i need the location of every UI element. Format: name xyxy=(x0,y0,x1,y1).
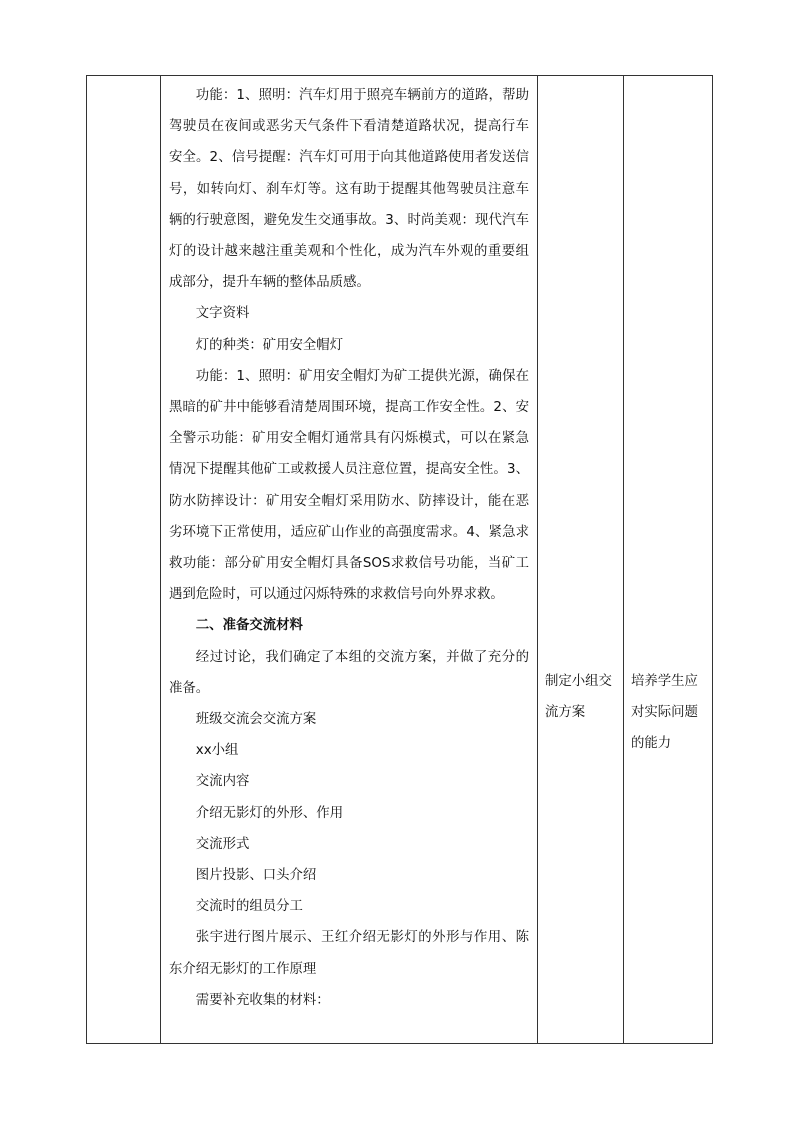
section-heading: 二、准备交流材料 xyxy=(195,618,303,634)
design-intent-cell xyxy=(624,76,713,1044)
paragraph-supplement-label: 需要补充收集的材料： xyxy=(195,992,330,1008)
paragraph-content-label: 交流内容 xyxy=(195,774,250,790)
teacher-activity-cell xyxy=(538,76,624,1044)
paragraph-discussion: 经过讨论，我们确定了本组的交流方案，并做了充分的准备。 xyxy=(169,649,529,696)
paragraph-division-value: 张宇进行图片展示、王红介绍无影灯的外形与作用、陈东介绍无影灯的工作原理 xyxy=(169,930,529,977)
paragraph-light-type: 灯的种类：矿用安全帽灯 xyxy=(195,337,344,353)
paragraph-form-label: 交流形式 xyxy=(195,836,250,852)
content-body xyxy=(161,76,537,1016)
teacher-activity-text: 制定小组交流方案 xyxy=(545,674,612,721)
paragraph-text-material: 文字资料 xyxy=(195,306,250,322)
design-intent-text: 培养学生应对实际问题的能力 xyxy=(631,674,698,752)
table-row xyxy=(87,76,713,1044)
paragraph-content-value: 介绍无影灯的外形、作用 xyxy=(195,805,344,821)
paragraph-group-name: xx小组 xyxy=(195,743,239,759)
paragraph-form-value: 图片投影、口头介绍 xyxy=(195,868,317,884)
blank-column-cell xyxy=(87,76,161,1044)
lesson-plan-table xyxy=(86,75,713,1044)
content-cell xyxy=(161,76,538,1044)
paragraph-helmet-light-function: 功能：1、照明：矿用安全帽灯为矿工提供光源，确保在黑暗的矿井中能够看清楚周围环境，提高工作安全性。2、安全警示功能：矿用安全帽灯通常具有闪烁模式，可以在紧急情况下提醒其他矿工或救援人员注意位置，提高安全性。3、防水防摔设计：矿用安全帽灯采用防水、防摔设计，能在恶劣环境下正常使用，适应矿山作业的高强度需求。4、紧急求救功能：部分矿用安全帽灯具备SOS求救信号功能，当矿工遇到危险时，可以通过闪烁特殊的求救信号向外界求救。 xyxy=(169,368,529,603)
paragraph-division-label: 交流时的组员分工 xyxy=(195,899,303,915)
paragraph-plan-title: 班级交流会交流方案 xyxy=(195,712,317,728)
paragraph-car-light-function: 功能：1、照明：汽车灯用于照亮车辆前方的道路，帮助驾驶员在夜间或恶劣天气条件下看清楚道路状况，提高行车安全。2、信号提醒：汽车灯可用于向其他道路使用者发送信号，如转向灯、刹车灯等。这有助于提醒其他驾驶员注意车辆的行驶意图，避免发生交通事故。3、时尚美观：现代汽车灯的设计越来越注重美观和个性化，成为汽车外观的重要组成部分，提升车辆的整体品质感。 xyxy=(169,88,529,291)
